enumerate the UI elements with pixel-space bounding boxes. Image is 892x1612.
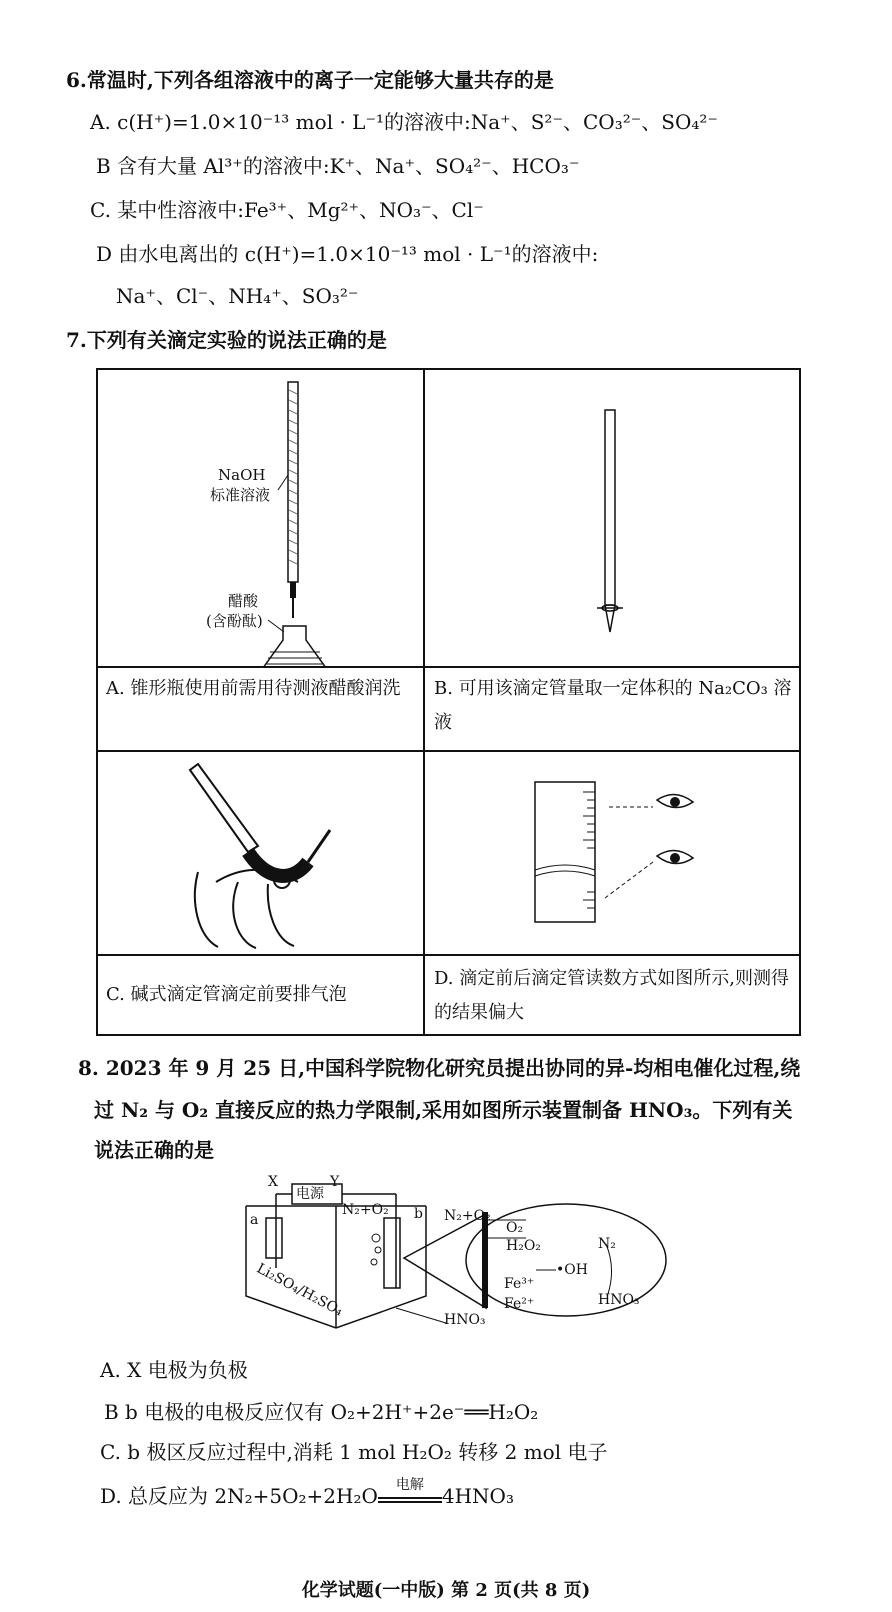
- q8-option-d-reactants: D. 总反应为 2N₂+5O₂+2H₂O: [100, 1484, 378, 1508]
- q8-option-b: B b 电极的电极反应仅有 O₂+2H⁺+2e⁻══H₂O₂: [104, 1400, 539, 1424]
- electrolyte-label: Li₂SO₄/H₂SO₄: [253, 1260, 346, 1320]
- q7-figure-table: [96, 368, 801, 1036]
- fe2-label: Fe²⁺: [504, 1296, 535, 1312]
- page-footer: 化学试题(一中版) 第 2 页(共 8 页): [301, 1580, 591, 1601]
- q8-option-d-product: 4HNO₃: [441, 1484, 514, 1508]
- q8-option-c: C. b 极区反应过程中,消耗 1 mol H₂O₂ 转移 2 mol 电子: [100, 1440, 608, 1464]
- q8-stem-line2: 过 N₂ 与 O₂ 直接反应的热力学限制,采用如图所示装置制备 HNO₃。下列有关: [94, 1098, 793, 1122]
- q7-caption-a: A. 锥形瓶使用前需用待测液醋酸润洗: [106, 678, 401, 699]
- q8-stem-line3: 说法正确的是: [94, 1138, 214, 1162]
- naoh-label: NaOH: [218, 466, 266, 484]
- n2-o2-inlet-left: N₂+O₂: [342, 1202, 389, 1218]
- q6-option-a: A. c(H⁺)=1.0×10⁻¹³ mol · L⁻¹的溶液中:Na⁺、S²⁻、CO₃²⁻、SO₄²⁻: [90, 110, 718, 134]
- acid-burette-figure: [425, 370, 799, 666]
- h2o2-label: H₂O₂: [506, 1238, 541, 1254]
- table-divider-1: [98, 666, 799, 668]
- power-source-label: 电源: [296, 1186, 324, 1202]
- electrode-a-label: a: [250, 1212, 259, 1228]
- n2-label: N₂: [598, 1236, 616, 1252]
- acetic-acid-label: 醋酸: [228, 592, 259, 610]
- table-divider-3: [98, 954, 799, 956]
- q6-option-d-ions: Na⁺、Cl⁻、NH₄⁺、SO₃²⁻: [116, 284, 359, 308]
- q6-stem: 6.常温时,下列各组溶液中的离子一定能够大量共存的是: [66, 68, 554, 92]
- electrode-y-label: Y: [330, 1174, 340, 1190]
- o2-label: O₂: [506, 1220, 524, 1236]
- q6-option-b: B 含有大量 Al³⁺的溶液中:K⁺、Na⁺、SO₄²⁻、HCO₃⁻: [96, 154, 580, 178]
- hno3-product-label: HNO₃: [598, 1292, 640, 1308]
- fe3-label: Fe³⁺: [504, 1276, 535, 1292]
- hydroxyl-radical-label: •OH: [556, 1262, 588, 1278]
- electrode-x-label: X: [268, 1174, 278, 1190]
- q8-option-a: A. X 电极为负极: [100, 1358, 248, 1382]
- q7-caption-d: D. 滴定前后滴定管读数方式如图所示,则测得的结果偏大: [434, 968, 789, 1023]
- phenolphthalein-label: (含酚酞): [206, 612, 263, 630]
- q7-stem: 7.下列有关滴定实验的说法正确的是: [66, 328, 387, 352]
- q6-option-d: D 由水电离出的 c(H⁺)=1.0×10⁻¹³ mol · L⁻¹的溶液中:: [96, 242, 599, 266]
- q8-stem-line1: 8. 2023 年 9 月 25 日,中国科学院物化研究员提出协同的异-均相电催化过程,绕: [78, 1056, 801, 1080]
- q7-caption-c: C. 碱式滴定管滴定前要排气泡: [106, 984, 347, 1005]
- n2-o2-inlet-right: N₂+O₂: [444, 1208, 491, 1224]
- burette-reading-figure: [425, 752, 799, 954]
- bubble-removal-figure: [98, 752, 423, 954]
- q7-caption-b: B. 可用该滴定管量取一定体积的 Na₂CO₃ 溶液: [434, 678, 792, 733]
- standard-solution-label: 标准溶液: [210, 486, 271, 504]
- electrode-b-label: b: [414, 1206, 423, 1222]
- hno3-outlet-label: HNO₃: [444, 1312, 486, 1328]
- electrolysis-condition: 电解: [395, 1477, 424, 1493]
- q6-option-c: C. 某中性溶液中:Fe³⁺、Mg²⁺、NO₃⁻、Cl⁻: [90, 198, 484, 222]
- q8-option-d: [100, 1477, 514, 1510]
- electrolysis-arrow: [378, 1477, 442, 1503]
